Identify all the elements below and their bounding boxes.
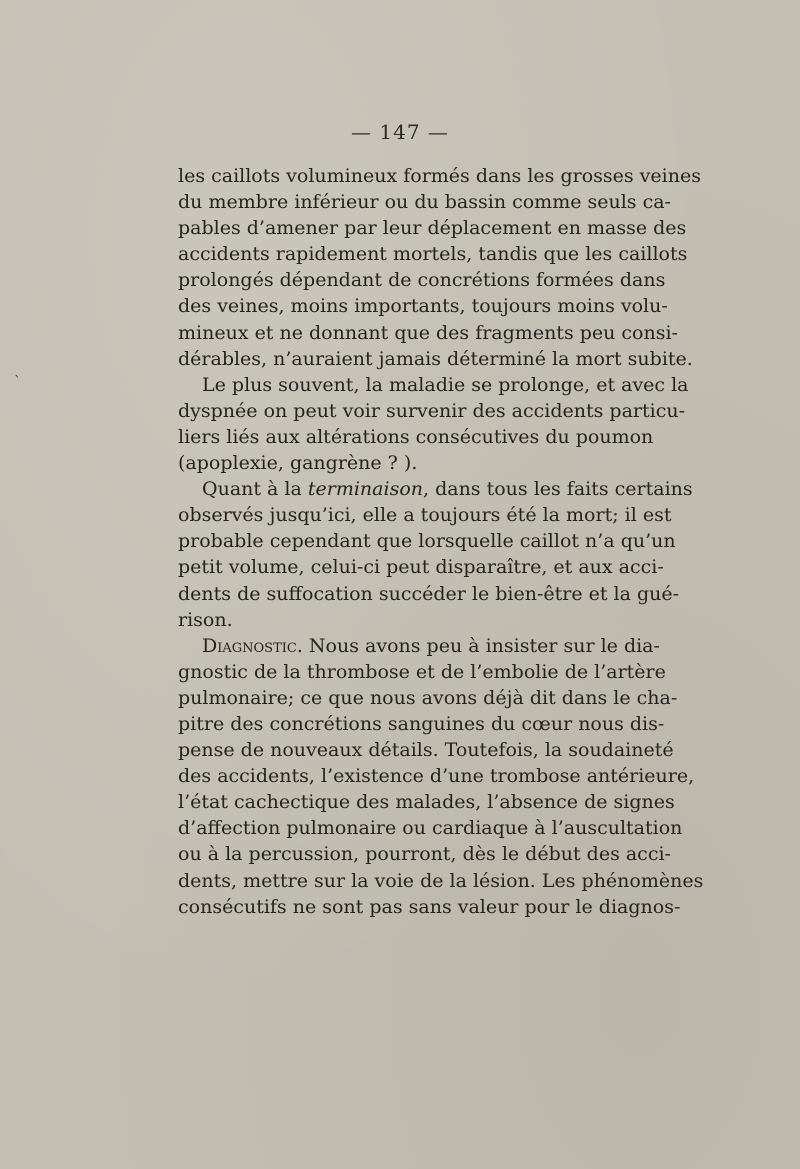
text-line: pables d’amener par leur déplacement en masse des xyxy=(178,217,687,240)
text-line: Le plus souvent, la maladie se prolonge, et avec la xyxy=(202,373,689,396)
text-line: mineux et ne donnant que des fragments peu consi- xyxy=(178,321,678,344)
text-line: des accidents, l’existence d’une trombose antérieure, xyxy=(178,765,695,788)
text-line: pulmonaire; ce que nous avons déjà dit dans le cha- xyxy=(178,686,678,709)
text-line: pense de nouveaux détails. Toutefois, la soudaineté xyxy=(178,739,674,762)
body-text xyxy=(178,163,704,920)
text-line: (apoplexie, gangrène ? ). xyxy=(178,452,418,475)
text-line: dents, mettre sur la voie de la lésion. Les phénomènes xyxy=(178,869,704,892)
text-line: des veines, moins importants, toujours moins volu- xyxy=(178,295,668,318)
margin-mark: ˋ xyxy=(14,374,21,390)
text-line: d’affection pulmonaire ou cardiaque à l’auscultation xyxy=(178,817,683,840)
text-line: du membre inférieur ou du bassin comme seuls ca- xyxy=(178,191,671,214)
text-line: accidents rapidement mortels, tandis que les caillots xyxy=(178,243,688,266)
text-segment: Nous avons peu à insister sur le dia- xyxy=(302,634,660,657)
text-line: probable cependant que lorsquelle caillot n’a qu’un xyxy=(178,530,676,553)
text-line: rison. xyxy=(178,608,233,631)
text-line: gnostic de la thrombose et de l’embolie de l’artère xyxy=(178,660,666,683)
text-line: prolongés dépendant de concrétions formées dans xyxy=(178,269,666,292)
text-line: les caillots volumineux formés dans les grosses veines xyxy=(178,165,701,187)
text-line: pitre des concrétions sanguines du cœur nous dis- xyxy=(178,712,665,735)
text-line: liers liés aux altérations consécutives du poumon xyxy=(178,425,654,448)
text-line: dérables, n’auraient jamais déterminé la mort subite. xyxy=(178,347,693,370)
text-line: dents de suffocation succéder le bien-être et la gué- xyxy=(178,582,680,605)
italic-term: terminaison xyxy=(307,478,423,501)
text-segment: Quant à la xyxy=(202,478,308,501)
text-line: ou à la percussion, pourront, dès le début des acci- xyxy=(178,843,671,866)
text-line: petit volume, celui-ci peut disparaître, et aux acci- xyxy=(178,556,664,579)
section-heading: Diagnostic. xyxy=(202,634,303,657)
text-line: dyspnée on peut voir survenir des accidents particu- xyxy=(178,399,685,422)
text-line: observés jusqu’ici, elle a toujours été la mort; il est xyxy=(178,504,672,527)
text-line xyxy=(178,476,693,502)
text-segment: , dans tous les faits certains xyxy=(423,478,693,501)
text-line: l’état cachectique des malades, l’absence de signes xyxy=(178,791,675,814)
text-line: consécutifs ne sont pas sans valeur pour le diagnos- xyxy=(178,895,681,918)
text-line xyxy=(178,633,660,659)
page-number: — 147 — xyxy=(351,120,449,144)
